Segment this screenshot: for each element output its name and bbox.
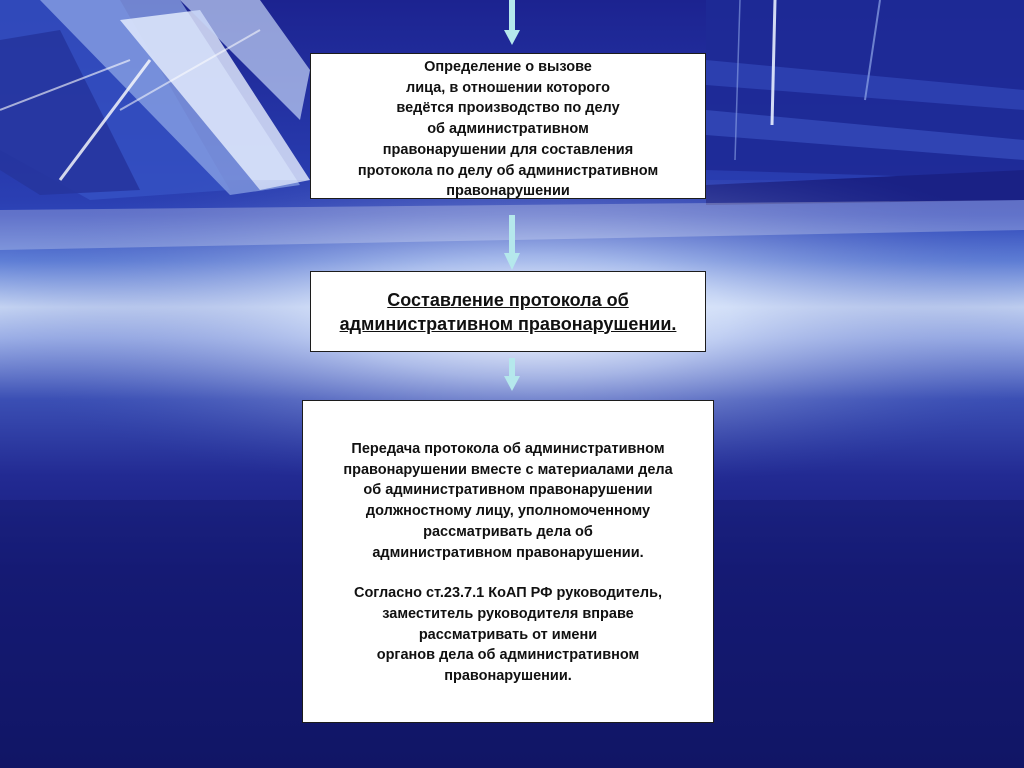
arrow-down-icon <box>503 215 521 271</box>
step-text-line: Составление протокола об <box>387 289 629 310</box>
step-text-line: Передача протокола об административном <box>351 441 665 457</box>
flow-step-summons <box>310 53 706 199</box>
flow-step-transfer <box>302 400 714 723</box>
step-text-line: правонарушении <box>446 183 570 200</box>
step-text-line: ведётся производство по делу <box>396 100 620 117</box>
step-text-line: заместитель руководителя вправе <box>382 605 634 622</box>
step-text-line: об административном правонарушении <box>363 482 653 499</box>
step-text-line: административном правонарушении. <box>372 544 644 561</box>
step-text-line: правонарушении для составления <box>382 141 634 158</box>
flow-step-protocol <box>310 271 706 352</box>
step-text-line: административном правонарушении. <box>339 313 677 334</box>
step-text-line: должностному лицу, уполномоченному <box>365 503 651 520</box>
step-text-line: правонарушении. <box>444 668 572 685</box>
step-text-line: об административном <box>427 121 589 138</box>
step-text-line: Определение о вызове <box>424 59 592 75</box>
step-text-line: рассматривать от имени <box>418 626 598 643</box>
step-text-line: правонарушении вместе с материалами дела <box>343 461 673 478</box>
arrow-down-icon <box>503 0 521 46</box>
step-text-line: рассматривать дела об <box>423 523 593 540</box>
paragraph-gap <box>303 563 713 583</box>
step-text-line: лица, в отношении которого <box>405 79 610 96</box>
step-text-line: Согласно ст.23.7.1 КоАП РФ руководитель, <box>353 585 663 602</box>
step-text-line: протокола по делу об административном <box>357 162 659 179</box>
step-text-line: органов дела об административном <box>376 647 640 664</box>
arrow-down-icon <box>503 358 521 392</box>
